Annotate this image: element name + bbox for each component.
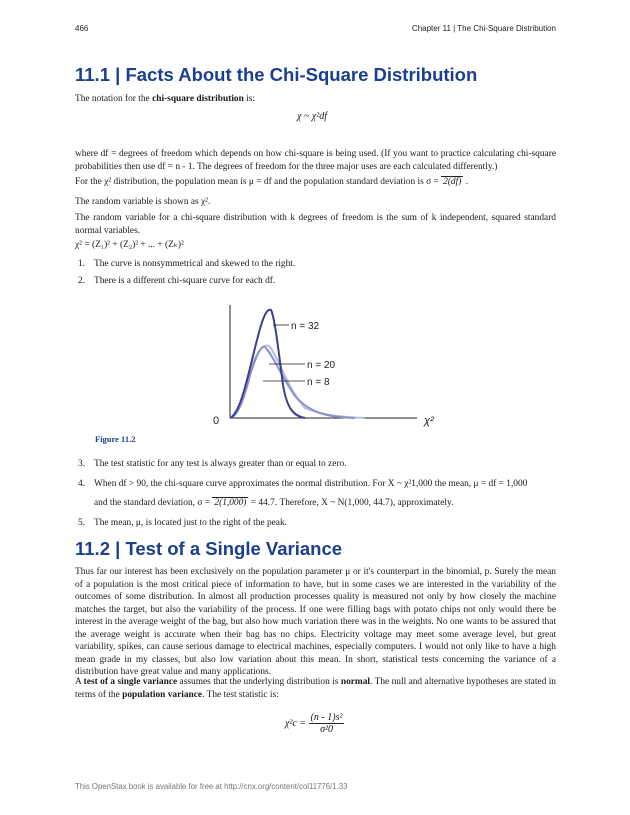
x-axis-label: χ² <box>424 415 434 427</box>
intro-paragraph <box>75 93 556 106</box>
mean-text: For the χ² distribution, the population mean is μ = df and the population standard deviation is σ = <box>75 177 442 187</box>
intro-pre: The notation for the <box>75 94 153 104</box>
test-statistic-formula <box>285 712 344 735</box>
section-heading-11-1: 11.1 | Facts About the Chi-Square Distribution <box>75 64 478 85</box>
label-n8: n = 8 <box>307 377 330 388</box>
list-item-continuation: and the standard deviation, σ = 2(1,000) = 44.7. Therefore, X ~ N(1,000, 44.7), approximately. <box>94 498 454 508</box>
origin-label: 0 <box>213 415 220 427</box>
chapter-title: Chapter 11 | The Chi-Square Distribution <box>411 24 556 33</box>
intro-bold: chi-square distribution <box>152 94 244 104</box>
sqrt-2000: 2(1,000) <box>214 498 247 508</box>
label-n20: n = 20 <box>307 360 336 371</box>
fraction <box>309 712 345 735</box>
list-item: 3. The test statistic for any test is always greater than or equal to zero. <box>78 459 347 469</box>
list-item: 1. The curve is nonsymmetrical and skewed to the right. <box>78 259 296 269</box>
intro-post: is: <box>243 94 256 104</box>
test-stat-numerator: (n - 1)s² <box>310 712 343 723</box>
df-paragraph: where df = degrees of freedom which depends on how chi-square is being used. (If you want to practice calculating chi-square probabilities then use df = n - 1. The degrees of freedom for the three major uses are each calculated differently.) <box>75 149 556 172</box>
test-stat-denominator: σ²0 <box>320 724 333 735</box>
chi-square-formula: χ² = (Z₁)² + (Z₂)² + ... + (Zₖ)² <box>75 240 184 250</box>
curve-n20 <box>230 347 355 418</box>
list-item: 2. There is a different chi-square curve for each df. <box>78 276 276 286</box>
sum-paragraph: The random variable for a chi-square distribution with k degrees of freedom is the sum of k independent, squared standard normal variables. <box>75 213 556 236</box>
sqrt-2df: 2(df) <box>443 177 462 187</box>
variable-paragraph: The random variable is shown as χ². <box>75 197 211 207</box>
variance-paragraph: Thus far our interest has been exclusively on the population parameter μ or it's counterpart in the binomial, p. Surely the mean of a population is the most critical piece of information to have, but in some cases we are interested in the variability of the outcomes of some distribution. In almost all production processes quality is measured not only by how closely the machine matches the target, but also the variability of the process. If one were filling bags with potato chips not only would there be interest in the average weight of the bag, but also how much variation there was in the weights. No one wants to be assured that the average weight is accurate when their bag has no chips. Electricity voltage may meet some average level, but great variability, spikes, can cause serious damage to electrical machines, especially computers. I would not only like to have a high mean grade in my classes, but also low variation about this mean. In short, statistical tests concerning the variance of a distribution have great value and many applications. <box>75 567 556 677</box>
test-paragraph: A test of a single variance assumes that the underlying distribution is normal. The null and alternative hypotheses are stated in terms of the population variance. The test statistic is: <box>75 677 556 700</box>
mean-paragraph <box>75 176 556 189</box>
chi-square-figure <box>205 300 455 435</box>
list-item: 5. The mean, μ, is located just to the right of the peak. <box>78 518 287 528</box>
label-n32: n = 32 <box>291 321 320 332</box>
page-number: 466 <box>75 24 89 33</box>
curve-n8 <box>230 346 365 419</box>
footer-note: This OpenStax book is available for free at http://cnx.org/content/col11776/1.33 <box>75 782 348 791</box>
test-stat-lhs: χ²c = <box>285 718 307 729</box>
section-heading-11-2: 11.2 | Test of a Single Variance <box>75 538 343 559</box>
figure-caption: Figure 11.2 <box>95 434 136 444</box>
notation-equation: χ ~ χ²df <box>297 111 327 122</box>
list-item: 4. When df > 90, the chi-square curve approximates the normal distribution. For X ~ χ²1,000 the mean, μ = df = 1,000 <box>78 479 528 489</box>
mean-post: . <box>463 177 469 187</box>
